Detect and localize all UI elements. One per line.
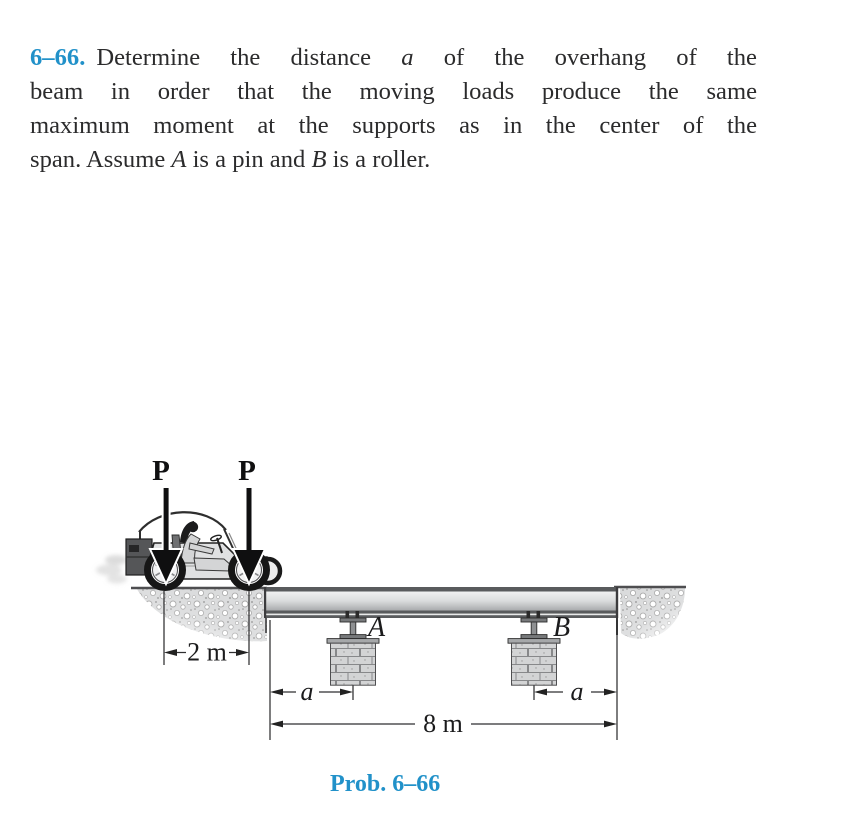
problem-text: of the overhang of the <box>413 44 757 71</box>
dim-wheelbase <box>164 638 249 667</box>
exhaust-smoke <box>96 555 127 584</box>
dim-overhang-right-label: a <box>570 677 584 706</box>
variable-A: A <box>171 146 187 173</box>
support-a-label: A <box>368 612 386 643</box>
pier-b <box>512 643 557 685</box>
steering-wheel <box>210 534 222 542</box>
load-label-2: P <box>238 455 256 487</box>
problem-line-2: beam in order that the moving loads produce the same <box>30 78 757 105</box>
problem-line-3: maximum moment at the supports as in the center of the <box>30 112 757 139</box>
support-b-label: B <box>553 612 571 643</box>
ground-right <box>614 587 686 639</box>
support-b-roller <box>508 611 570 685</box>
load-label-1: P <box>152 455 170 487</box>
dim-wheelbase-label: 2 m <box>187 637 227 667</box>
problem-text: is a pin and <box>186 146 312 173</box>
problem-number: 6–66. <box>30 44 86 71</box>
dim-span-label: 8 m <box>423 709 463 738</box>
problem-text: span. Assume <box>30 146 172 173</box>
support-a-pin <box>327 611 386 685</box>
dim-overhang-left-label: a <box>300 677 314 706</box>
variable-a: a <box>401 44 414 71</box>
ground-left <box>131 588 267 641</box>
canopy <box>139 512 226 532</box>
figure-caption: Prob. 6–66 <box>330 771 441 797</box>
dim-span <box>270 709 617 738</box>
problem-text: is a roller. <box>326 146 431 173</box>
pier-a <box>331 643 376 685</box>
variable-B: B <box>311 146 327 173</box>
problem-text: Determine the distance <box>96 44 402 71</box>
